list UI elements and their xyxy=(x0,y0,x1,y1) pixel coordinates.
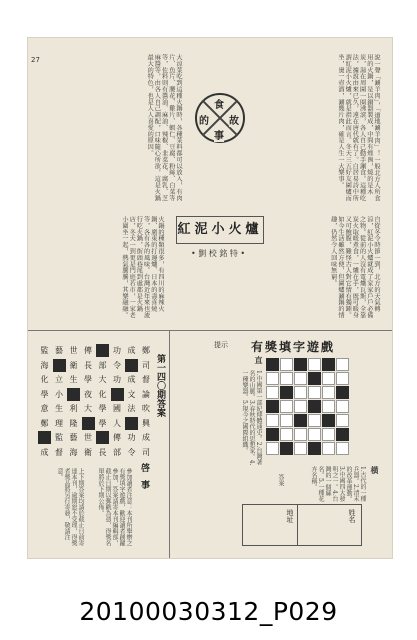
crossword-black-cell xyxy=(322,414,335,427)
answer-black-cell xyxy=(67,388,80,401)
answer-cell: 藝 xyxy=(55,346,63,355)
article-text-top-left: 大涼菜吃到這種火鍋時，各種菜料都可以放入，有肉片、魚片、腰花、雞片、蝦仁、豆腐、粉絲、白菜等等，佐料則有醬油、麻油、辣椒、韭菜花、腐乳、芝麻醬等，由各人自己調配，口味隨心所欲，這是火鍋最大的特色，也是人人喜愛的原因。 xyxy=(146,54,182,202)
crossword-black-cell xyxy=(280,386,293,399)
answer-cell: 學 xyxy=(84,375,92,384)
crossword-blank-cell[interactable] xyxy=(280,400,293,413)
answer-cell: 學 xyxy=(98,404,107,413)
entry-form[interactable] xyxy=(242,504,362,546)
article-text-mid-left: 火鍋的種類很多，有四川的麻辣火鍋、廣東的打邊爐、日本的壽喜燒等，各有各的風味。台灣近年來也流行吃火鍋，街頭巷尾到處都是火鍋店，冬天一到更是門庭若市，一家老小圍坐一起，熱氣騰騰，其樂融融。 xyxy=(120,216,164,319)
answer-cell: 論 xyxy=(142,389,150,399)
crossword-blank-cell[interactable] xyxy=(322,386,335,399)
badge-char: 食 xyxy=(214,96,224,111)
form-divider xyxy=(297,505,298,545)
crossword-blank-cell[interactable] xyxy=(308,428,321,441)
image-caption: 20100030312_P029 xyxy=(79,597,338,626)
answer-cell: 意 xyxy=(40,404,49,413)
crossword-black-cell xyxy=(280,442,293,455)
answer-cell: 人 xyxy=(113,418,121,428)
crossword-blank-cell[interactable] xyxy=(336,358,349,371)
answer-cell: 功 xyxy=(127,433,136,442)
answer-black-cell xyxy=(125,417,138,430)
answer-cell: 海 xyxy=(69,447,78,457)
crossword-blank-cell[interactable] xyxy=(294,442,307,455)
crossword-blank-cell[interactable] xyxy=(280,414,293,427)
crossword-blank-cell[interactable] xyxy=(308,414,321,427)
answer-label: 答案 xyxy=(277,474,284,486)
answer-cell: 司 xyxy=(142,360,150,370)
answer-cell: 鄭 xyxy=(142,346,150,355)
column-divider xyxy=(169,330,170,558)
answer-cell: 督 xyxy=(142,375,150,384)
crossword-blank-cell[interactable] xyxy=(266,372,279,385)
answer-cell: 國 xyxy=(113,404,121,413)
answer-cell: 令 xyxy=(127,447,136,457)
answer-cell: 監 xyxy=(55,433,63,442)
crossword-black-cell xyxy=(294,358,307,371)
article-text-mid-right: 自從冬令時節一到，北方的天氣轉涼，紅泥小火爐就成了家家戶戶必備之物。從前的人沒有電爐瓦斯，全靠炭火取暖煮食，一爐在手，既可暖身又可飽腹，難怪古人對它情有獨鍾。如今生活雖然方便，但圍爐涮鍋的情趣，仍然令人回味無窮。 xyxy=(329,216,380,319)
answer-cell: 監 xyxy=(40,346,49,355)
answer-cell: 長 xyxy=(84,360,92,370)
crossword-blank-cell[interactable] xyxy=(280,428,293,441)
crossword-blank-cell[interactable] xyxy=(294,428,307,441)
notice-text: 參加讀者注意：本刊所舉辦之有獎填字遊戲，歡迎讀者踴躍參加，答案請寄本刊編輯部，截止日期以郵戳為憑，得獎名單將於下期公佈。 xyxy=(97,468,132,546)
notice-text-2: 上下期答案均請於截止日前寄達本刊，逾期恕不受理，得獎者獎品將另行寄發，敬請注意。 xyxy=(56,468,84,546)
crossword-blank-cell[interactable] xyxy=(308,386,321,399)
answer-cell: 功 xyxy=(113,375,121,384)
answer-cell: 文 xyxy=(127,389,136,399)
answer-cell: 化 xyxy=(98,389,107,399)
crossword-black-cell xyxy=(308,400,321,413)
answer-cell: 司 xyxy=(142,447,150,457)
crossword-blank-cell[interactable] xyxy=(266,414,279,427)
answer-cell: 立 xyxy=(55,375,63,384)
answer-cell: 成 xyxy=(40,447,49,457)
answer-cell: 理 xyxy=(55,418,63,428)
answer-cell: 生 xyxy=(55,404,63,413)
crossword-blank-cell[interactable] xyxy=(294,372,307,385)
crossword-black-cell xyxy=(266,358,279,371)
answer-black-cell xyxy=(53,359,66,372)
answer-cell: 海 xyxy=(40,360,49,370)
answer-cell: 夜 xyxy=(84,389,92,399)
answers-title: 第一四〇期答案 xyxy=(155,354,165,417)
crossword-blank-cell[interactable] xyxy=(266,386,279,399)
crossword-blank-cell[interactable] xyxy=(336,400,349,413)
notice-title: 啓事 xyxy=(139,463,149,497)
article-title: 紅泥小火爐 xyxy=(176,216,264,244)
crossword-blank-cell[interactable] xyxy=(336,372,349,385)
answer-cell: 鄭 xyxy=(40,418,49,428)
crossword-black-cell xyxy=(294,414,307,427)
answer-black-cell xyxy=(38,431,51,444)
answer-cell: 部 xyxy=(113,447,121,457)
answer-cell: 生 xyxy=(69,375,78,384)
answer-cell: 化 xyxy=(40,375,49,384)
answer-cell: 傳 xyxy=(113,433,121,442)
crossword-black-cell xyxy=(336,386,349,399)
name-field-label: 姓名 xyxy=(348,509,356,523)
answer-black-cell xyxy=(125,359,138,372)
badge-char: 事 xyxy=(214,127,224,142)
game-title: 有獎填字遊戲 xyxy=(251,340,336,354)
answer-cell: 興 xyxy=(142,418,150,428)
crossword-blank-cell[interactable] xyxy=(336,414,349,427)
answer-cell: 督 xyxy=(55,447,63,457)
answer-cell: 隆 xyxy=(69,418,78,428)
article-text-top-right: 說一聲「涮羊肉」，「道地涮羊肉」！一般北方人所食用的火鍋，是以銅器製成，中間有煙囪，燒的是木炭，湯在周圍一圈沸滾，各人自己動手涮食。這種吃法，據說由來已久，遠在唐代就有了。白居易詩中所謂紅泥小火爐，就是指此而言。冬天三五好友圍爐而坐，燙一壺酒，涮幾片肉，確是人生一大樂事。 xyxy=(336,54,380,202)
crossword-blank-cell[interactable] xyxy=(336,442,349,455)
page-number: 27 xyxy=(31,56,40,64)
answer-grid xyxy=(38,344,158,464)
answer-cell: 成 xyxy=(142,433,150,442)
food-story-badge xyxy=(195,93,245,143)
crossword-puzzle[interactable] xyxy=(266,358,350,458)
crossword-black-cell xyxy=(322,358,335,371)
crossword-blank-cell[interactable] xyxy=(280,372,293,385)
section-divider xyxy=(28,330,392,331)
answer-cell: 學 xyxy=(98,418,107,428)
badge-char: 的 xyxy=(199,112,209,127)
down-label: 橫 xyxy=(370,466,380,474)
answer-cell: 小 xyxy=(55,389,63,399)
crossword-blank-cell[interactable] xyxy=(280,358,293,371)
answer-cell: 部 xyxy=(98,360,107,370)
clues-across: 1.中國第一部紀傳體通史。2.台灣著名的山脈。3.春秋時代的思想家。4.一種樂器。5.現今之國際組織。 xyxy=(241,370,262,466)
answer-black-cell xyxy=(82,417,95,430)
answer-cell: 利 xyxy=(69,404,78,413)
answer-cell: 大 xyxy=(98,375,107,384)
crossword-blank-cell[interactable] xyxy=(266,442,279,455)
clues-down: 1.古代的一種兵器。2.清末的改革運動。3.中國四大發明之一。4.台灣的一個縣名。5.一種花卉名稱。 xyxy=(310,466,366,502)
article-byline: • 劉 校 銘 特 • xyxy=(191,249,246,258)
answer-cell: 衛 xyxy=(84,447,92,457)
crossword-blank-cell[interactable] xyxy=(322,372,335,385)
answer-black-cell xyxy=(96,431,109,444)
answer-cell: 吹 xyxy=(142,404,150,413)
answer-black-cell xyxy=(96,344,109,357)
address-field-label: 地址 xyxy=(286,509,294,523)
answer-cell: 衛 xyxy=(69,360,78,370)
answer-cell: 法 xyxy=(127,404,136,413)
crossword-blank-cell[interactable] xyxy=(294,386,307,399)
crossword-blank-cell[interactable] xyxy=(294,400,307,413)
crossword-black-cell xyxy=(308,442,321,455)
answer-cell: 世 xyxy=(84,433,92,442)
hint-label: 提示 xyxy=(214,341,228,349)
answer-cell: 大 xyxy=(84,404,92,413)
magazine-page xyxy=(28,38,392,558)
crossword-blank-cell[interactable] xyxy=(322,400,335,413)
crossword-black-cell xyxy=(336,428,349,441)
answer-cell: 學 xyxy=(40,389,49,399)
crossword-blank-cell[interactable] xyxy=(322,428,335,441)
answer-cell: 長 xyxy=(98,447,107,457)
answer-cell: 世 xyxy=(69,346,78,355)
crossword-blank-cell[interactable] xyxy=(322,442,335,455)
answer-cell: 成 xyxy=(127,346,136,355)
crossword-blank-cell[interactable] xyxy=(308,358,321,371)
answer-cell: 成 xyxy=(127,375,136,384)
crossword-black-cell xyxy=(266,428,279,441)
crossword-black-cell xyxy=(266,400,279,413)
answer-cell: 令 xyxy=(113,360,121,370)
badge-char: 故 xyxy=(229,112,239,127)
answer-cell: 傳 xyxy=(84,346,92,355)
answer-cell: 功 xyxy=(113,346,121,355)
answer-black-cell xyxy=(111,388,124,401)
crossword-black-cell xyxy=(308,372,321,385)
across-label: 直 xyxy=(254,356,264,364)
answer-cell: 藝 xyxy=(69,433,78,442)
